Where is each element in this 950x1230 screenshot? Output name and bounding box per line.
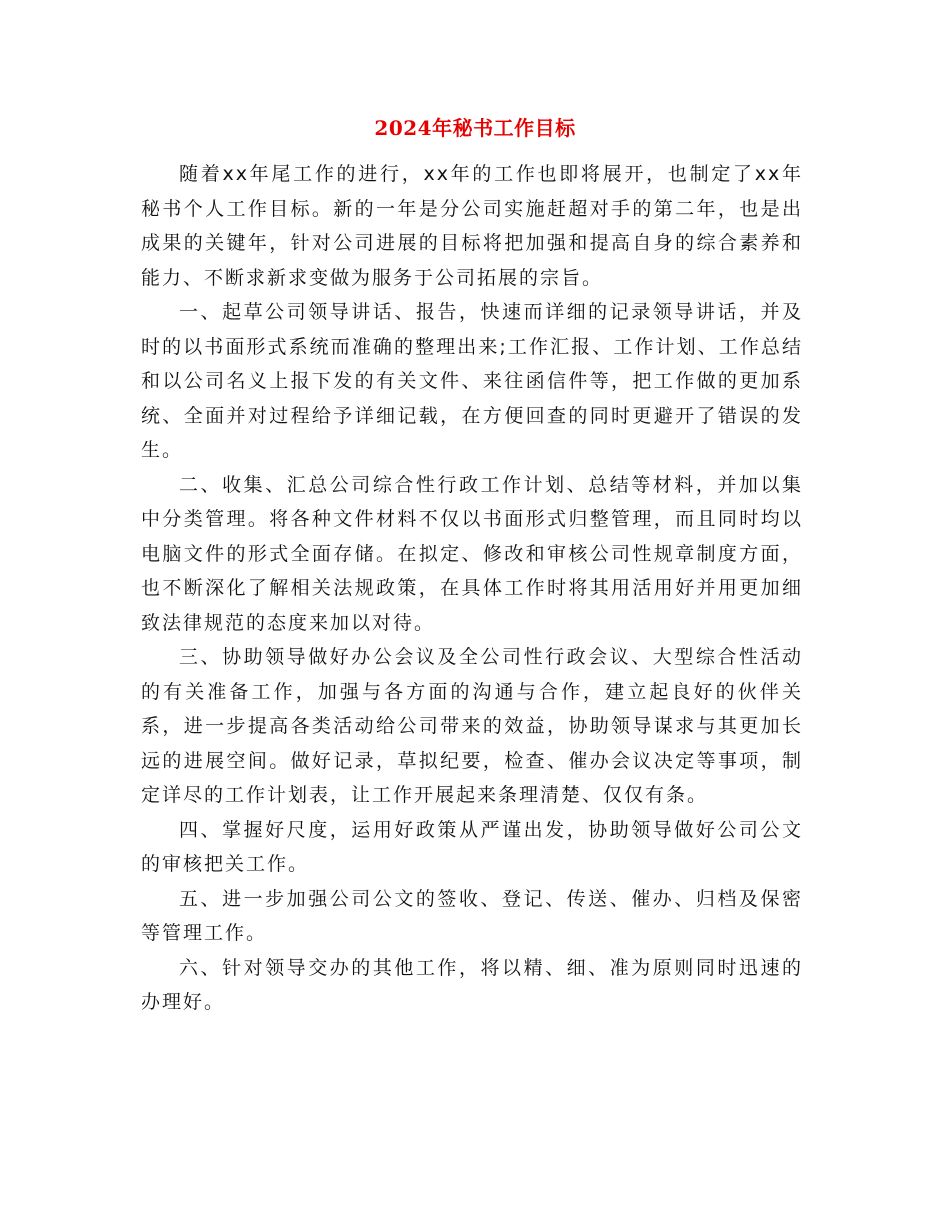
document-body [141,157,803,1020]
paragraph-item-5: 五、进一步加强公司公文的签收、登记、传送、催办、归档及保密等管理工作。 [141,887,803,944]
paragraph-item-2: 二、收集、汇总公司综合性行政工作计划、总结等材料，并加以集中分类管理。将各种文件材料不仅以书面形式归整管理，而且同时均以电脑文件的形式全面存储。在拟定、修改和审核公司性规章制度方面，也不断深化了解相关法规政策，在具体工作时将其用活用好并用更加细致法律规范的态度来加以对待。 [141,473,803,634]
paragraph-item-6: 六、针对领导交办的其他工作，将以精、细、准为原则同时迅速的办理好。 [141,956,803,1013]
paragraph-item-3: 三、协助领导做好办公会议及全公司性行政会议、大型综合性活动的有关准备工作，加强与各方面的沟通与合作，建立起良好的伙伴关系，进一步提高各类活动给公司带来的效益，协助领导谋求与其更加长远的进展空间。做好记录，草拟纪要，检查、催办会议决定等事项，制定详尽的工作计划表，让工作开展起来条理清楚、仅仅有条。 [141,646,803,806]
paragraph-intro: 随着xx年尾工作的进行，xx年的工作也即将展开，也制定了xx年秘书个人工作目标。新的一年是分公司实施赶超对手的第二年，也是出成果的关键年，针对公司进展的目标将把加强和提高自身的综合素养和能力、不断求新求变做为服务于公司拓展的宗旨。 [141,163,803,289]
document-title: 2024年秘书工作目标 [374,116,576,140]
paragraph-item-4: 四、掌握好尺度，运用好政策从严谨出发，协助领导做好公司公文的审核把关工作。 [141,818,803,875]
paragraph-item-1: 一、起草公司领导讲话、报告，快速而详细的记录领导讲话，并及时的以书面形式系统而准确的整理出来;工作汇报、工作计划、工作总结和以公司名义上报下发的有关文件、来往函信件等，把工作做的更加系统、全面并对过程给予详细记载，在方便回查的同时更避开了错误的发生。 [141,301,803,461]
